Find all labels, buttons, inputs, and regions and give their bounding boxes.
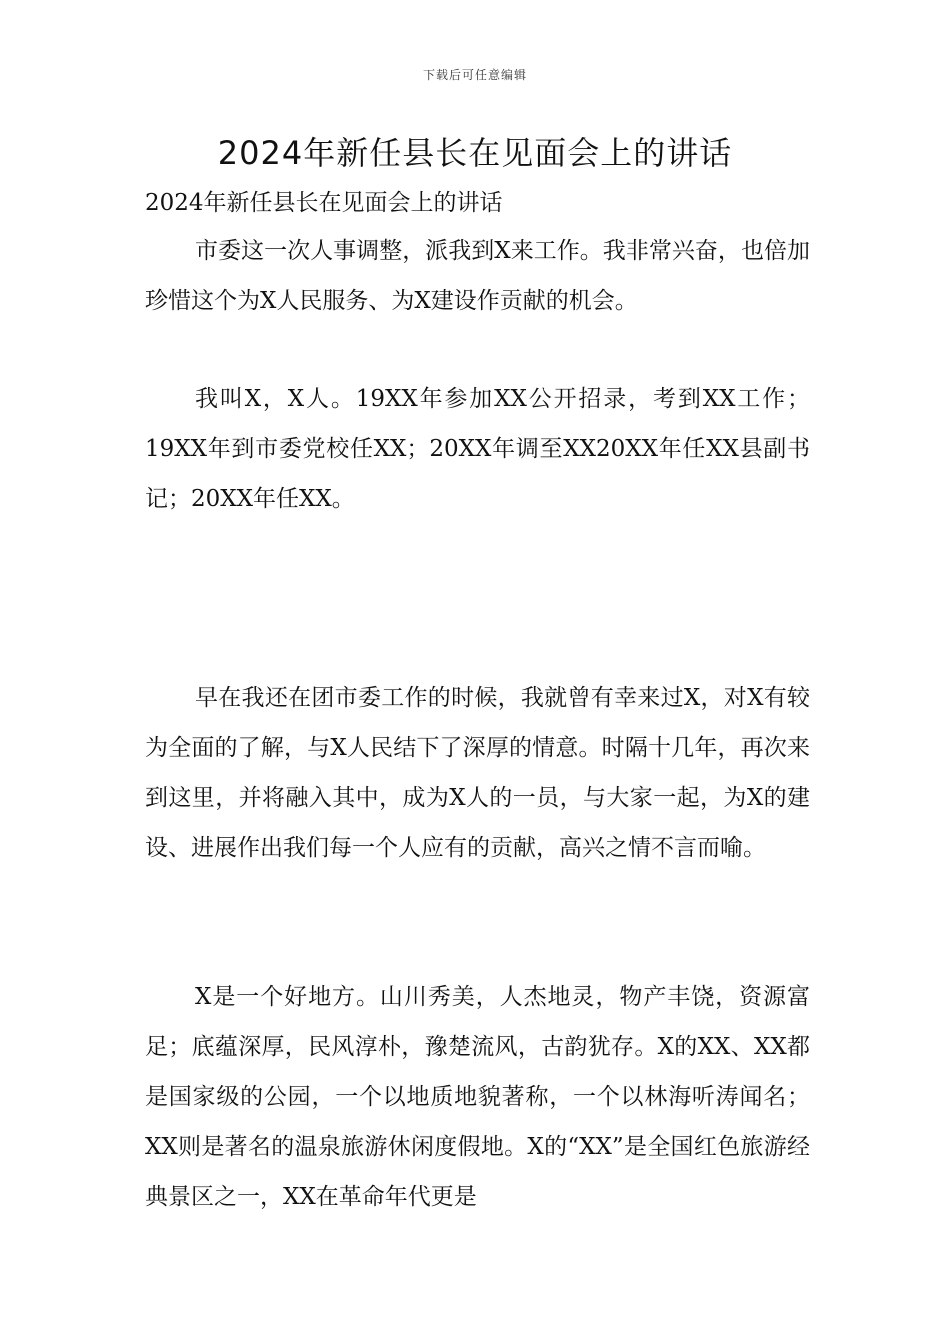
header-note: 下载后可任意编辑: [422, 68, 527, 82]
paragraph-appointment: 市委这一次人事调整，派我到X来工作。我非常兴奋，也倍加珍惜这个为X人民服务、为X建设作贡献的机会。: [145, 238, 810, 314]
paragraph-biography: 我叫X，X人。19XX年参加XX公开招录，考到XX工作；19XX年到市委党校任XX；20XX年调至XX20XX年任XX县副书记；20XX年任XX。: [145, 386, 810, 512]
document-subtitle: 2024年新任县长在见面会上的讲话: [145, 190, 503, 216]
paragraph-region-description: X是一个好地方。山川秀美，人杰地灵，物产丰饶，资源富足；底蕴深厚，民风淳朴，豫楚流风，古韵犹存。X的XX、XX都是国家级的公园，一个以地质地貌著称，一个以林海听涛闻名；XX则是著名的温泉旅游休闲度假地。X的“XX”是全国红色旅游经典景区之一，XX在革命年代更是: [145, 984, 810, 1210]
paragraph-connection: 早在我还在团市委工作的时候，我就曾有幸来过X，对X有较为全面的了解，与X人民结下了深厚的情意。时隔十几年，再次来到这里，并将融入其中，成为X人的一员，与大家一起，为X的建设、进展作出我们每一个人应有的贡献，高兴之情不言而喻。: [145, 685, 810, 861]
document-title: 2024年新任县长在见面会上的讲话: [217, 134, 733, 172]
